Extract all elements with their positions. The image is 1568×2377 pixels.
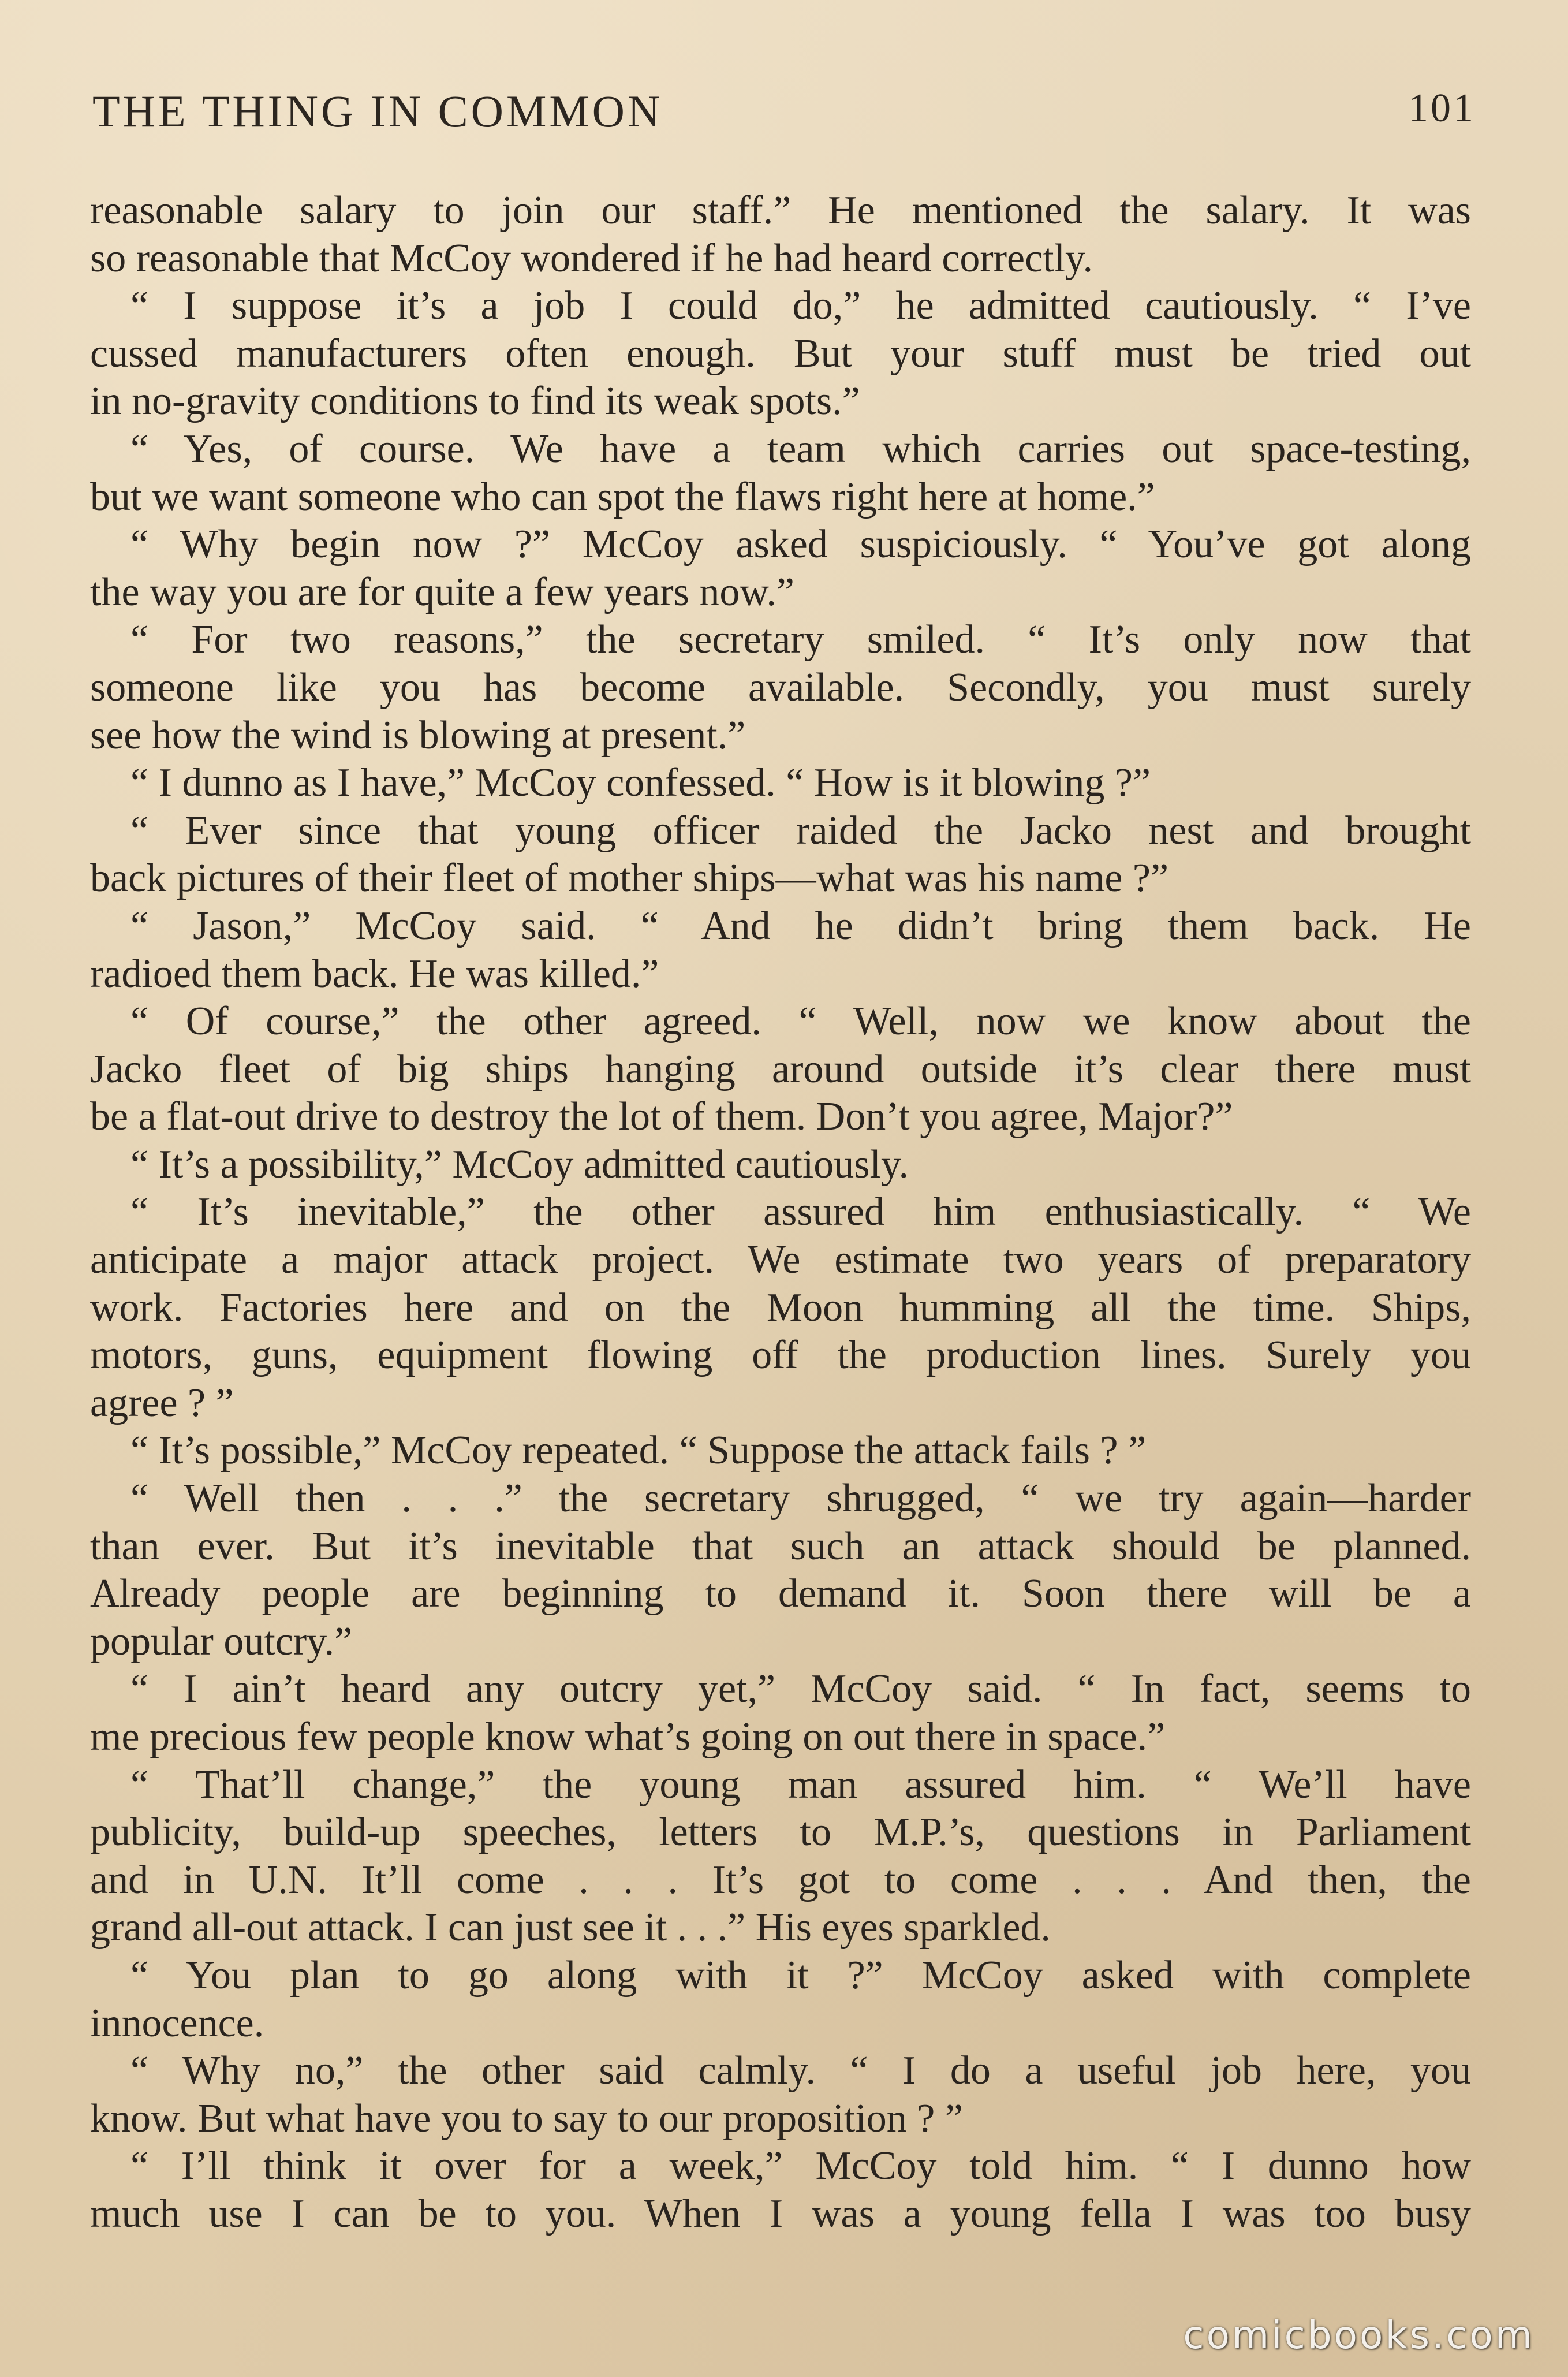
text-line: back pictures of their fleet of mother ships—what was his name ?” <box>90 856 1169 901</box>
text-line: be a flat-out drive to destroy the lot of them. Don’t you agree, Major?” <box>90 1094 1233 1139</box>
text-line: “ Jason,” McCoy said. “ And he didn’t bring them back. He <box>130 903 1471 948</box>
text-line: “ You plan to go along with it ?” McCoy asked with complete <box>130 1953 1471 1998</box>
running-title: THE THING IN COMMON <box>92 86 663 136</box>
text-line: cussed manufacturers often enough. But your stuff must be tried out <box>90 331 1471 376</box>
text-line: “ It’s inevitable,” the other assured him enthusiastically. “ We <box>130 1190 1471 1235</box>
text-line: “ For two reasons,” the secretary smiled. “ It’s only now that <box>130 617 1471 662</box>
text-line: “ I ain’t heard any outcry yet,” McCoy said. “ In fact, seems to <box>130 1667 1471 1712</box>
text-line: Jacko fleet of big ships hanging around outside it’s clear there must <box>90 1046 1471 1091</box>
text-line: popular outcry.” <box>90 1619 353 1664</box>
text-line: see how the wind is blowing at present.” <box>90 713 746 758</box>
text-line: work. Factories here and on the Moon humming all the time. Ships, <box>90 1285 1471 1330</box>
text-line: “ Why no,” the other said calmly. “ I do a useful job here, you <box>130 2048 1471 2093</box>
text-line: innocence. <box>90 2000 264 2046</box>
text-line: grand all-out attack. I can just see it . . .” His eyes sparkled. <box>90 1905 1051 1950</box>
text-line: “ That’ll change,” the young man assured him. “ We’ll have <box>130 1762 1471 1807</box>
running-head <box>92 85 1476 143</box>
text-line: “ Ever since that young officer raided the Jacko nest and brought <box>130 808 1471 853</box>
text-line: much use I can be to you. When I was a young fella I was too busy <box>90 2191 1471 2236</box>
text-line: reasonable salary to join our staff.” He mentioned the salary. It was <box>90 188 1471 233</box>
text-line: agree ? ” <box>90 1380 234 1425</box>
text-line: “ I’ll think it over for a week,” McCoy told him. “ I dunno how <box>130 2144 1471 2189</box>
text-line: and in U.N. It’ll come . . . It’s got to come . . . And then, the <box>90 1857 1471 1902</box>
site-watermark: comicbooks.com <box>1183 2313 1535 2357</box>
text-line: but we want someone who can spot the flaws right here at home.” <box>90 474 1155 519</box>
text-line: “ It’s a possibility,” McCoy admitted cautiously. <box>130 1142 909 1187</box>
text-line: know. But what have you to say to our proposition ? ” <box>90 2096 963 2141</box>
text-line: radioed them back. He was killed.” <box>90 951 659 996</box>
text-line: “ It’s possible,” McCoy repeated. “ Suppose the attack fails ? ” <box>130 1428 1147 1473</box>
text-line: “ Of course,” the other agreed. “ Well, now we know about the <box>130 999 1471 1044</box>
text-line: “ Well then . . .” the secretary shrugged, “ we try again—harder <box>130 1476 1471 1521</box>
text-line: motors, guns, equipment flowing off the production lines. Surely you <box>90 1333 1471 1378</box>
text-line: anticipate a major attack project. We estimate two years of preparatory <box>90 1238 1471 1283</box>
text-line: someone like you has become available. Secondly, you must surely <box>90 665 1471 710</box>
text-line: publicity, build-up speeches, letters to M.P.’s, questions in Parliament <box>90 1810 1471 1855</box>
text-line: than ever. But it’s inevitable that such an attack should be planned. <box>90 1523 1471 1568</box>
text-line: so reasonable that McCoy wondered if he had heard correctly. <box>90 236 1093 281</box>
text-line: in no-gravity conditions to find its weak spots.” <box>90 379 860 424</box>
text-line: “ I dunno as I have,” McCoy confessed. “ How is it blowing ?” <box>130 761 1151 806</box>
text-line: “ Why begin now ?” McCoy asked suspiciously. “ You’ve got along <box>130 522 1471 567</box>
body-text <box>90 187 1471 2238</box>
text-line: me precious few people know what’s going on out there in space.” <box>90 1715 1166 1759</box>
text-line: “ Yes, of course. We have a team which carries out space-testing, <box>130 426 1471 471</box>
text-line: “ I suppose it’s a job I could do,” he admitted cautiously. “ I’ve <box>130 284 1471 329</box>
page-number: 101 <box>1408 86 1476 131</box>
text-line: the way you are for quite a few years now.” <box>90 569 794 614</box>
text-line: Already people are beginning to demand it. Soon there will be a <box>90 1571 1471 1616</box>
